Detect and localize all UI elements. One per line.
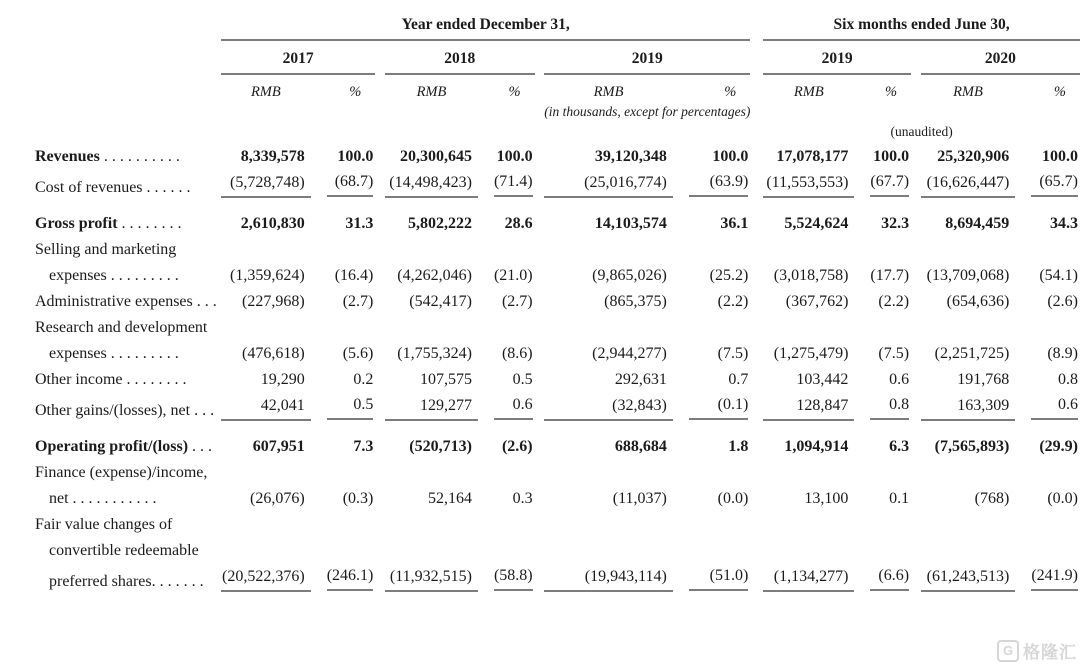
value-rmb: 1,094,914 [784,438,849,455]
value-pct: (2.7) [342,293,374,310]
value-rmb: 107,575 [419,371,472,388]
table-row [30,337,1080,363]
column-gap [750,337,763,363]
column-gap [375,197,385,233]
value-pct: 100.0 [873,148,910,165]
table-row [30,389,1080,420]
value-rmb: 5,802,222 [407,215,472,232]
value-rmb: (3,018,758) [773,267,849,284]
value-pct-underlined: (63.9) [689,173,749,197]
value-rmb: 19,290 [260,371,305,388]
value-rmb: (2,251,725) [934,345,1010,362]
gelonghui-logo-icon: G [997,640,1019,662]
column-gap [375,420,385,456]
value-pct [1015,560,1080,591]
value-rmb: (1,755,324) [397,345,472,362]
financial-statement-table [30,10,1080,592]
value-pct [1015,166,1080,197]
value-rmb: (367,762) [785,293,849,310]
value-pct: (17.7) [870,267,910,284]
column-gap [750,140,763,166]
value-rmb: (11,037) [612,490,667,507]
value-rmb: 8,339,578 [240,148,305,165]
value-pct: (0.0) [1047,490,1078,507]
dot-leader: . . . [188,438,213,455]
value-rmb: (9,865,026) [592,267,667,284]
income-statement-table [30,10,1080,592]
value-rmb: (20,522,376) [221,560,311,591]
table-body [30,140,1080,591]
table-row [30,140,1080,166]
value-pct-underlined: (65.7) [1031,173,1078,197]
value-pct: 100.0 [712,148,749,165]
value-rmb: 163,309 [921,389,1016,420]
column-gap [750,40,763,74]
row-label-text: Cost of revenues [35,179,143,196]
table-row [30,456,1080,482]
row-label [30,560,221,591]
year-column-header-2017: 2017 [221,40,375,74]
value-pct-underlined: (241.9) [1031,567,1078,591]
value-pct: (8.9) [1047,345,1078,362]
value-rmb: (1,275,479) [773,345,849,362]
row-label [30,508,221,534]
table-row [30,508,1080,534]
unit-label-rmb: RMB [416,84,447,100]
column-gap [911,560,921,591]
row-label-text: Selling and marketing [35,241,177,258]
year-header-row [30,40,1080,74]
year-column-header-2020: 2020 [921,40,1080,74]
value-pct-underlined: (6.6) [870,567,909,591]
unit-header-row [30,74,1080,101]
column-gap [535,140,545,166]
row-label [30,311,221,337]
column-gap [375,259,385,285]
value-pct: (16.4) [334,267,374,284]
value-rmb: (13,709,068) [926,267,1010,284]
row-label [30,534,221,560]
gelonghui-brand-text: 格隆汇 [1023,643,1077,662]
column-gap [750,389,763,420]
value-pct: 34.3 [1050,215,1078,232]
value-pct [478,560,535,591]
unit-label-pct: % [724,84,737,100]
dot-leader: . . . [192,293,217,310]
value-rmb: (5,728,748) [221,166,311,197]
value-pct: (2.2) [878,293,910,310]
unit-label-rmb: RMB [593,84,624,100]
value-pct-underlined: (58.8) [494,567,533,591]
column-gap [535,560,545,591]
table-row [30,534,1080,560]
value-rmb: (32,843) [544,389,673,420]
value-pct: (0.0) [717,490,749,507]
value-pct: (8.6) [501,345,533,362]
value-rmb: 14,103,574 [594,215,667,232]
year-column-header-2019-interim: 2019 [763,40,911,74]
table-row [30,233,1080,259]
dot-leader: . . . . . . . . . . [99,148,180,165]
value-pct: (2.6) [1047,293,1078,310]
value-pct: 0.3 [512,490,533,507]
column-gap [750,363,763,389]
year-column-header-2018: 2018 [385,40,535,74]
row-label-text: net [49,490,69,507]
value-pct [854,166,911,197]
value-rmb: (25,016,774) [544,166,673,197]
value-pct [311,389,376,420]
value-pct-underlined: 0.8 [870,396,909,420]
column-gap [750,560,763,591]
row-label-text: Gross profit [35,215,118,232]
value-pct: 36.1 [720,215,749,232]
value-pct: 0.5 [512,371,533,388]
value-pct [478,166,535,197]
value-rmb: (19,943,114) [544,560,673,591]
spacer [30,120,763,140]
value-rmb: 20,300,645 [399,148,472,165]
value-rmb: 128,847 [763,389,854,420]
column-gap [911,337,921,363]
value-pct: 28.6 [504,215,533,232]
column-gap [750,285,763,311]
value-pct [854,389,911,420]
column-gap [375,389,385,420]
dot-leader: . . . . . . . . [117,215,182,232]
units-note-row [30,101,1080,120]
value-pct [673,166,751,197]
value-pct-underlined: (71.4) [494,173,533,197]
dot-leader: . . . . . . . . . [106,267,179,284]
column-gap [535,337,545,363]
value-rmb: 191,768 [957,371,1010,388]
row-label [30,285,221,311]
value-rmb: 52,164 [427,490,472,507]
column-gap [535,197,545,233]
period-group-row [30,10,1080,40]
column-gap [911,285,921,311]
column-gap [911,166,921,197]
row-label [30,140,221,166]
value-pct-underlined: (67.7) [870,173,909,197]
empty-cells [221,311,1080,337]
dot-leader: . . . [190,402,215,419]
column-gap [911,420,921,456]
dot-leader: . . . . . . . . . . . [68,490,157,507]
row-label [30,456,221,482]
table-row [30,363,1080,389]
table-row [30,285,1080,311]
column-gap [375,285,385,311]
value-rmb: (11,553,553) [763,166,854,197]
value-pct: 31.3 [345,215,374,232]
row-label [30,197,221,233]
value-pct: 0.2 [353,371,374,388]
value-pct: (7.5) [717,345,749,362]
period-group-interim: Six months ended June 30, [763,10,1080,40]
value-rmb: (61,243,513) [921,560,1016,591]
value-pct-underlined: (0.1) [689,396,749,420]
empty-cells [221,534,1080,560]
value-pct [1015,389,1080,420]
value-rmb: (26,076) [250,490,305,507]
value-pct: 100.0 [496,148,533,165]
column-gap [750,420,763,456]
row-label-text: Revenues [35,148,100,165]
value-pct: 1.8 [728,438,749,455]
row-label-text: Other income [35,371,123,388]
column-gap [750,197,763,233]
column-gap [750,259,763,285]
column-gap [750,74,763,101]
row-label [30,166,221,197]
spacer [750,101,1080,120]
label-spacer [30,74,221,101]
value-pct [673,560,751,591]
value-rmb: (476,618) [242,345,305,362]
value-rmb: 688,684 [614,438,667,455]
value-rmb: (227,968) [242,293,305,310]
value-pct: (7.5) [878,345,910,362]
value-pct-underlined: 0.5 [327,396,374,420]
column-gap [375,363,385,389]
value-rmb: 129,277 [385,389,478,420]
row-label-text: Fair value changes of [35,516,173,533]
value-pct: 0.7 [728,371,749,388]
column-gap [911,363,921,389]
value-pct [854,560,911,591]
value-pct: (54.1) [1039,267,1078,284]
value-pct-underlined: 0.6 [494,396,533,420]
column-gap [375,560,385,591]
unit-label-rmb: RMB [250,84,281,100]
value-rmb: 2,610,830 [240,215,305,232]
value-rmb: 103,442 [796,371,849,388]
period-group-annual: Year ended December 31, [221,10,750,40]
column-gap [911,74,921,101]
unit-label-pct: % [508,84,521,100]
value-pct: (25.2) [709,267,749,284]
unit-label-pct: % [884,84,898,100]
row-label [30,363,221,389]
column-gap [535,389,545,420]
unit-label-rmb: RMB [953,84,983,100]
table-row [30,482,1080,508]
value-rmb: (11,932,515) [385,560,478,591]
row-label-text: Research and development [35,319,208,336]
value-rmb: 25,320,906 [937,148,1010,165]
value-pct-underlined: (68.7) [327,173,374,197]
value-rmb: 292,631 [614,371,667,388]
empty-cells [221,508,1080,534]
column-gap [911,389,921,420]
value-pct-underlined: (51.0) [689,567,749,591]
value-pct-underlined: 0.6 [1031,396,1078,420]
value-rmb: 13,100 [804,490,849,507]
column-gap [750,166,763,197]
column-gap [911,482,921,508]
value-rmb: (865,375) [604,293,667,310]
value-pct: (5.6) [342,345,374,362]
value-rmb: (14,498,423) [385,166,478,197]
column-gap [535,285,545,311]
column-gap [375,140,385,166]
dot-leader: . . . . . . [142,179,191,196]
value-pct: 32.3 [881,215,910,232]
value-pct: 100.0 [337,148,374,165]
column-gap [375,482,385,508]
row-label-text: Other gains/(losses), net [35,402,191,419]
row-label-text: convertible redeemable [49,542,199,559]
value-rmb: (7,565,893) [934,438,1010,455]
group-gap [750,10,763,40]
row-label [30,337,221,363]
value-pct-underlined: (246.1) [327,567,374,591]
column-gap [750,482,763,508]
column-gap [375,40,385,74]
value-rmb: (16,626,447) [921,166,1016,197]
column-gap [535,259,545,285]
value-pct: (21.0) [493,267,533,284]
label-spacer [30,40,221,74]
value-pct: (2.6) [501,438,533,455]
column-gap [535,482,545,508]
unit-label-rmb: RMB [793,84,824,100]
value-rmb: (1,359,624) [230,267,305,284]
row-label [30,482,221,508]
column-gap [911,197,921,233]
column-gap [911,40,921,74]
value-pct [311,560,376,591]
row-label-text: preferred shares. [49,573,156,590]
column-gap [535,363,545,389]
value-rmb: 8,694,459 [945,215,1010,232]
value-pct [311,166,376,197]
dot-leader: . . . . . . . . [122,371,187,388]
value-rmb: 5,524,624 [784,215,849,232]
row-label-text: expenses [49,345,107,362]
value-pct: 0.6 [889,371,910,388]
column-gap [375,166,385,197]
units-note: (in thousands, except for percentages) [544,104,751,119]
row-label [30,233,221,259]
year-column-header-2019: 2019 [544,40,750,74]
empty-cells [221,456,1080,482]
value-pct: 7.3 [353,438,374,455]
row-label [30,389,221,420]
column-gap [911,140,921,166]
row-label [30,259,221,285]
value-rmb: (1,134,277) [763,560,854,591]
value-rmb: (542,417) [409,293,472,310]
value-pct: 100.0 [1042,148,1078,165]
row-label-text: Administrative expenses [35,293,193,310]
empty-cells [221,233,1080,259]
column-gap [911,259,921,285]
column-gap [535,420,545,456]
value-rmb: (520,713) [409,438,472,455]
dot-leader: . . . . . . [155,573,204,590]
value-pct [478,389,535,420]
table-row [30,166,1080,197]
value-rmb: (4,262,046) [397,267,472,284]
table-row [30,560,1080,591]
table-row [30,420,1080,456]
unit-label-pct: % [349,84,362,100]
value-rmb: (768) [974,490,1010,507]
row-label [30,420,221,456]
table-row [30,259,1080,285]
table-row [30,197,1080,233]
value-rmb: 42,041 [221,389,311,420]
value-pct [673,389,751,420]
value-pct: 6.3 [889,438,910,455]
value-rmb: 17,078,177 [776,148,849,165]
row-label-text: expenses [49,267,107,284]
column-gap [535,74,545,101]
value-pct: 0.8 [1058,371,1078,388]
row-label-text: Operating profit/(loss) [35,438,189,455]
value-pct: (2.7) [501,293,533,310]
column-gap [535,40,545,74]
label-spacer [30,10,221,40]
gelonghui-watermark [997,638,1077,663]
column-gap [375,337,385,363]
value-rmb: (2,944,277) [592,345,667,362]
value-pct: (2.2) [717,293,749,310]
column-gap [375,74,385,101]
value-pct: 0.1 [889,490,910,507]
unit-label-pct: % [1053,84,1066,100]
row-label-text: Finance (expense)/income, [35,464,208,481]
value-rmb: 39,120,348 [594,148,667,165]
dot-leader: . . . . . . . . . [106,345,179,362]
value-pct: (29.9) [1039,438,1078,455]
value-rmb: (654,636) [946,293,1010,310]
value-rmb: 607,951 [252,438,305,455]
spacer [30,101,544,120]
table-row [30,311,1080,337]
value-pct: (0.3) [342,490,374,507]
unaudited-note: (unaudited) [890,124,953,139]
column-gap [535,166,545,197]
unaudited-note-row [30,120,1080,140]
